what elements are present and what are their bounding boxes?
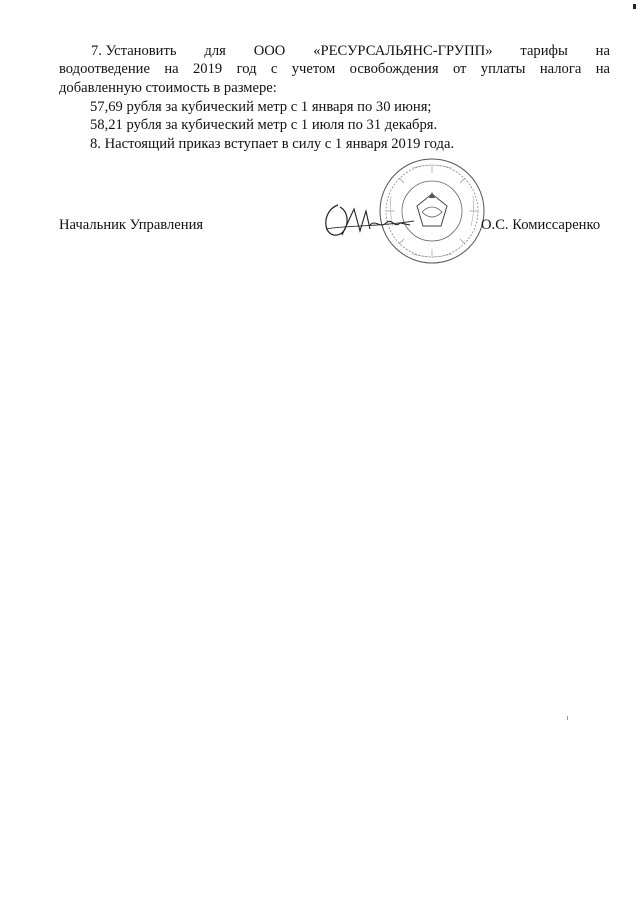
item8-line: 8. Настоящий приказ вступает в силу с 1 января 2019 года. — [90, 136, 455, 152]
rate-line-1: 57,69 рубля за кубический метр с 1 января по 30 июня; — [90, 99, 432, 115]
scan-speck — [567, 716, 568, 720]
item7-line1 — [59, 42, 610, 61]
item7-word-3: ООО — [253, 43, 286, 59]
corner-mark — [633, 4, 636, 9]
item7-word-2: для — [204, 43, 226, 59]
item7-line3: добавленную стоимость в размере: — [59, 80, 277, 96]
item7-line2: водоотведение на 2019 год с учетом освобождения от уплаты налога на — [59, 61, 610, 77]
handwritten-signature — [318, 195, 418, 245]
item7-word-4: «РЕСУРСАЛЬЯНС-ГРУПП» — [313, 43, 493, 59]
item7-word-6: на — [595, 43, 610, 59]
rate-line-2: 58,21 рубля за кубический метр с 1 июля по 31 декабря. — [90, 117, 438, 133]
signatory-position: Начальник Управления — [59, 217, 204, 233]
item7-word-5: тарифы — [520, 43, 568, 59]
item7-word-1: 7. Установить — [91, 43, 177, 59]
signatory-name: О.С. Комиссаренко — [481, 217, 601, 233]
